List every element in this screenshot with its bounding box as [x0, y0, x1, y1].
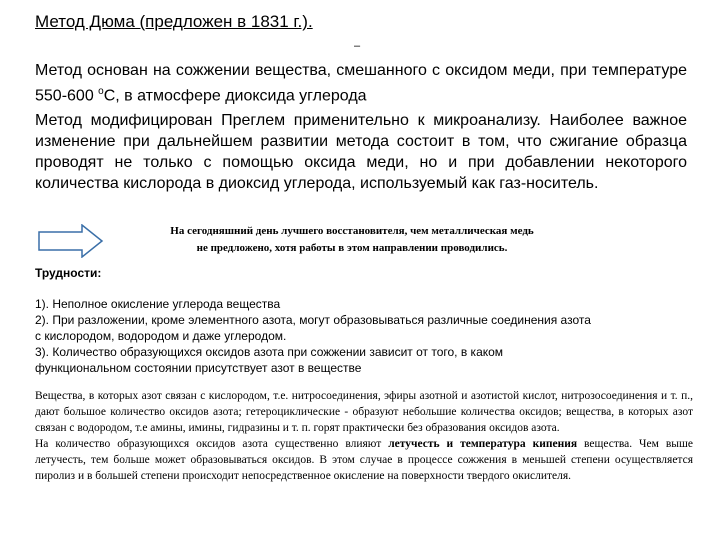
- list-item: 3). Количество образующихся оксидов азота при сожжении зависит от того, в каком: [35, 345, 504, 359]
- difficulties-list: [35, 296, 695, 376]
- dash-mark: –: [354, 40, 361, 52]
- modification-paragraph: Метод модифицирован Преглем применительно к микроанализу. Наиболее важное изменение при дальнейшем развитии метода состоит в том, что сжигание образца проводят не только с помощью оксида меди, но и при добавлении некоторого количества кислорода в диоксид углерода, используемый как газ-носитель.: [35, 112, 687, 192]
- details-paragraph-2-end: вещества. Чем выше летучесть, тем больше может образовываться оксидов. В этом случае в процессе сожжения в меньшей степени осуществляется пиролиз и в большей степени происходит непосредственное окисление на поверхности твердого окислителя.: [35, 438, 693, 482]
- right-arrow-icon: [38, 224, 104, 258]
- method-description-tail: С, в атмосфере диоксида углерода: [103, 87, 367, 105]
- note-box: [112, 223, 592, 257]
- details-paragraph-2: [35, 436, 693, 484]
- list-item: 1). Неполное окисление углерода вещества: [35, 297, 281, 311]
- page-title: Метод Дюма (предложен в 1831 г.).: [35, 12, 313, 31]
- note-line-2: не предложено, хотя работы в этом направлении проводились.: [196, 242, 508, 254]
- list-item: 2). При разложении, кроме элементного азота, могут образовываться различные соединения азота: [35, 313, 591, 327]
- note-line-1: На сегодняшний день лучшего восстановителя, чем металлическая медь: [170, 225, 534, 237]
- list-item: с кислородом, водородом и даже углеродом.: [35, 329, 287, 343]
- details-paragraph-2-start: На количество образующихся оксидов азота существенно влияют: [35, 438, 389, 450]
- method-description-text: Метод основан на сожжении вещества, смешанного с оксидом меди, при температуре 550-600: [35, 62, 687, 105]
- list-item: функциональном состоянии присутствует азот в веществе: [35, 361, 362, 375]
- difficulties-heading: Трудности:: [35, 266, 102, 280]
- volatility-emphasis: летучесть и температура кипения: [388, 438, 578, 450]
- method-description-paragraph: [35, 60, 687, 106]
- details-block: [35, 388, 693, 484]
- details-paragraph-1: Вещества, в которых азот связан с кислородом, т.е. нитросоединения, эфиры азотной и азотистой кислот, нитрозосоединения и т. п., дают большое количество оксидов азота; гетероциклические - образуют небольшие количества оксидов; вещества, в которых азот связан с водородом, т.е амины, имины, гидразины и т. п. горят практически без образования оксидов азота.: [35, 390, 693, 434]
- degree-sign: о: [98, 86, 104, 97]
